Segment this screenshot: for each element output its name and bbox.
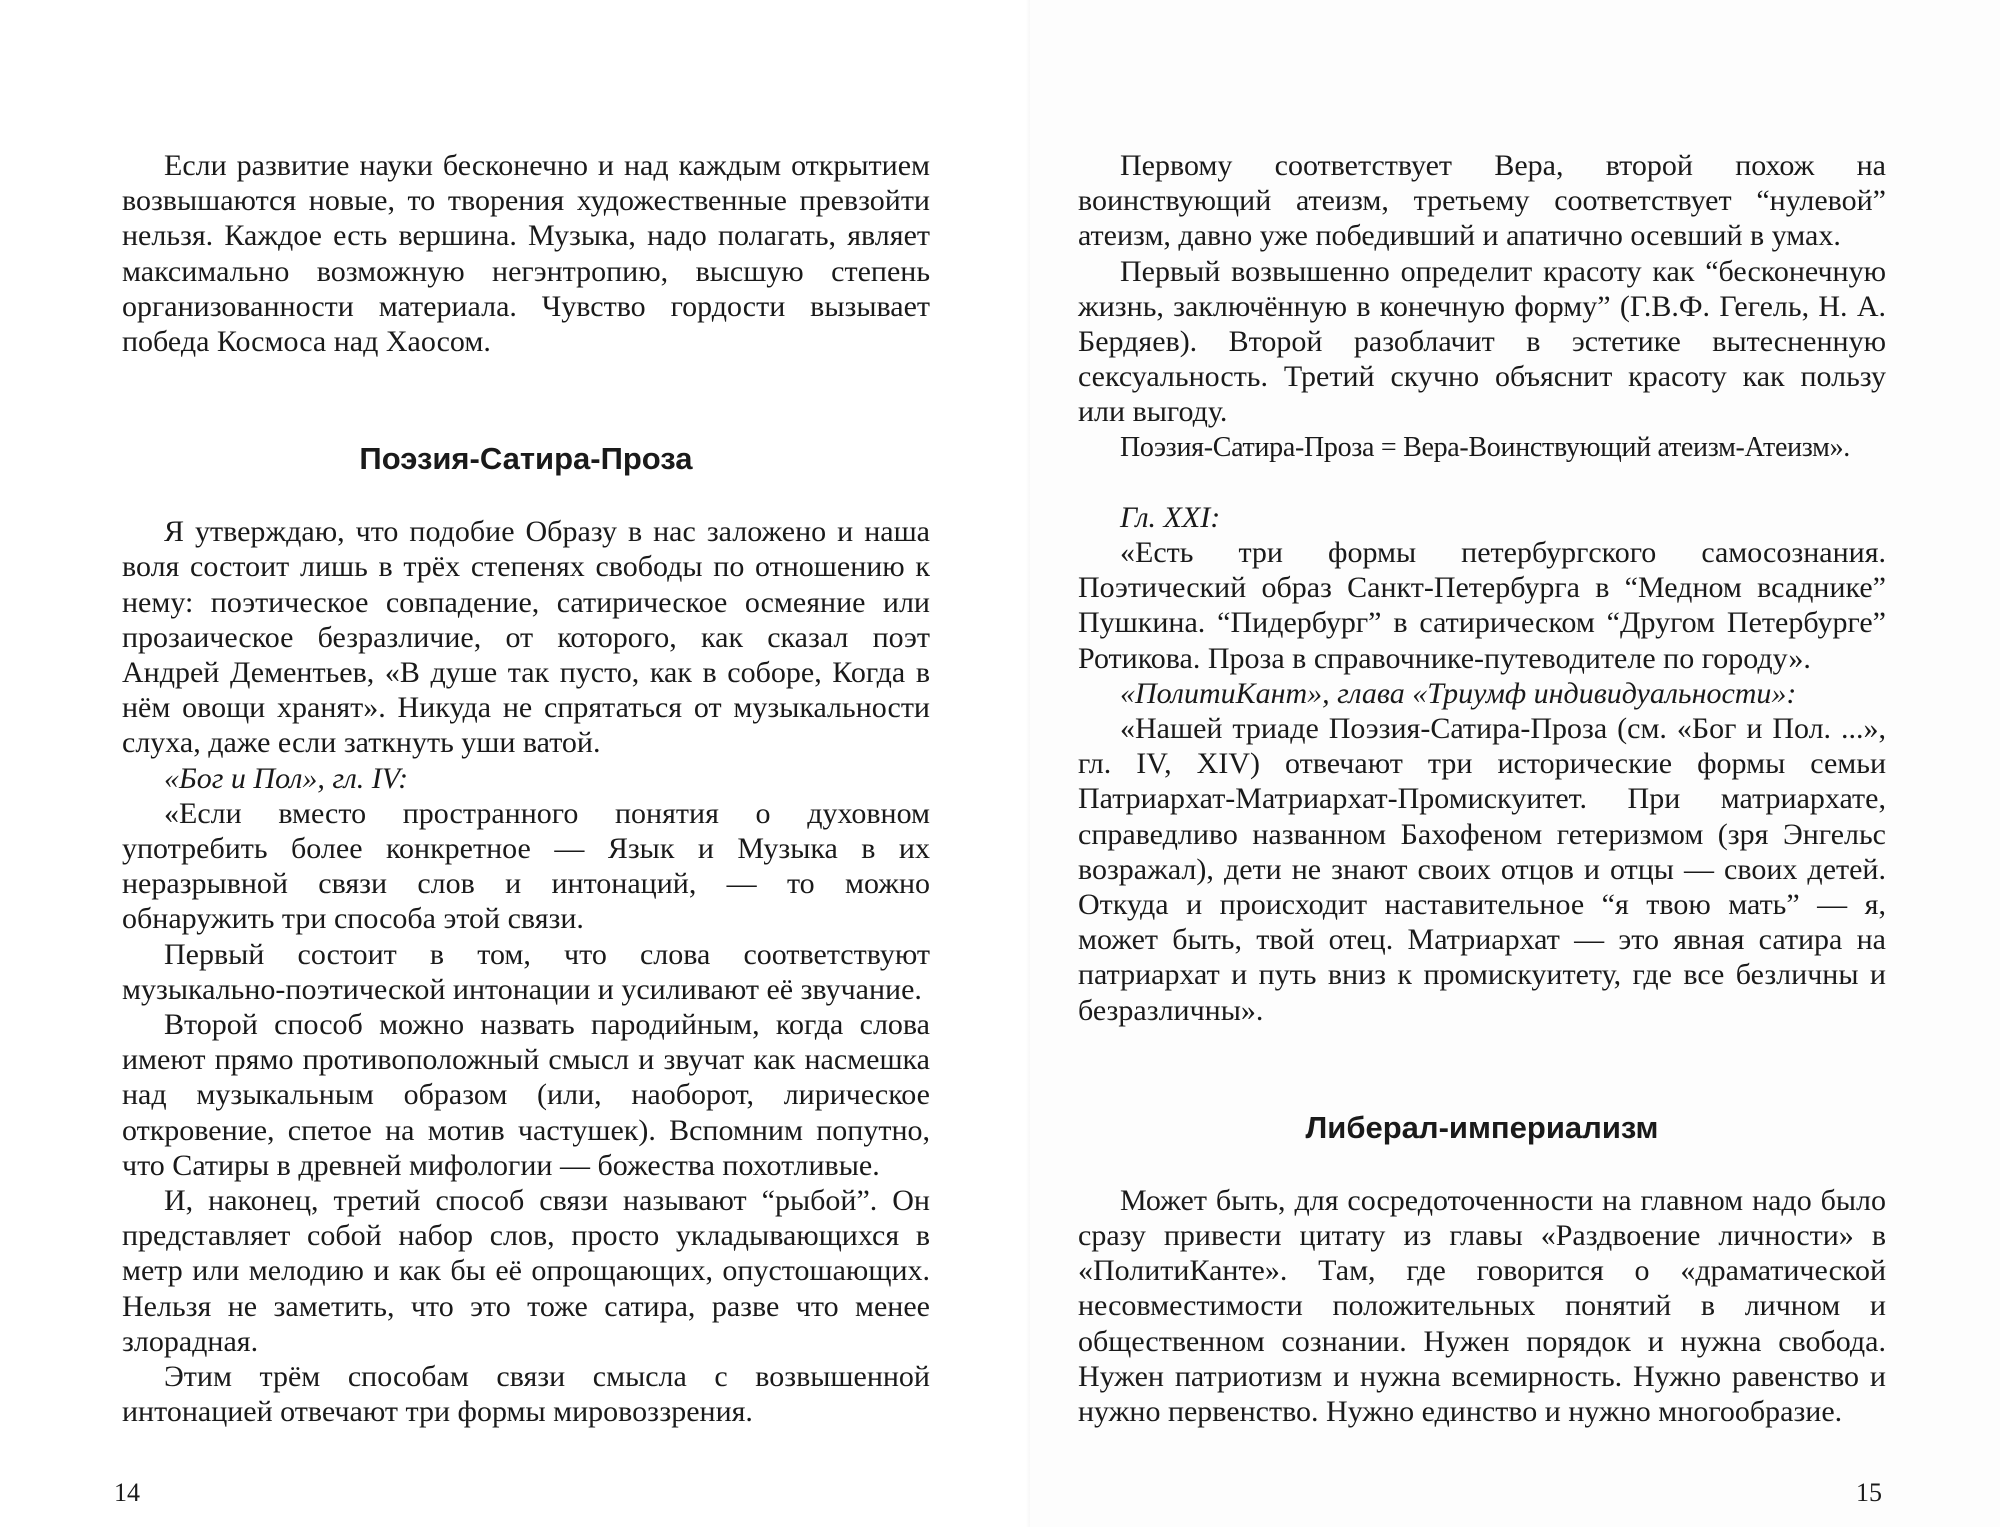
- page-number: 14: [114, 1478, 140, 1507]
- paragraph: Первый возвышенно определит красоту как “бесконечную жизнь, заключённую в конечную форму” (Г.В.Ф. Гегель, Н. А. Бердяев). Второй разоблачит в эстетике вытесненную сексуальность. Третий скучно объяснит красоту как пользу или выгоду.: [1078, 254, 1886, 429]
- paragraph: «Нашей триаде Поэзия-Сатира-Проза (см. «Бог и Пол. ...», гл. IV, XIV) отвечают три исторические формы семьи Патриархат-Матриархат-Промискуитет. При матриархате, справедливо названном Бахофеном гетеризмом (зря Энгельс возражал), дети не знают своих отцов и отцы — своих детей. Откуда и происходит наставительное “я твою мать” — я, может быть, твой отец. Матриархат — это явная сатира на патриархат и путь вниз к промискуитету, где все безличны и безразличны».: [1078, 712, 1886, 1027]
- page-number: 15: [1856, 1478, 1882, 1507]
- citation-label: «ПолитиКант», глава «Триумф индивидуальности»:: [1120, 676, 1797, 710]
- paragraph: Первый состоит в том, что слова соответствуют музыкально-поэтической интонации и усиливают её звучание.: [122, 937, 930, 1006]
- paragraph: Я утверждаю, что подобие Образу в нас заложено и наша воля состоит лишь в трёх степенях свободы по отношению к нему: поэтическое совпадение, сатирическое осмеяние или прозаическое безразличие, от которого, как сказал поэт Андрей Дементьев, «В душе так пусто, как в соборе, Когда в нём овощи хранят». Никуда не спрятаться от музыкальности слуха, даже если заткнуть уши ватой.: [122, 515, 930, 760]
- right-page-text: [1078, 148, 1886, 1429]
- paragraph: «Если вместо пространного понятия о духовном употребить более конкретное — Язык и Музыка в их неразрывной связи слов и интонаций, — то можно обнаружить три способа этой связи.: [122, 796, 930, 936]
- section-heading: Либерал-империализм: [1305, 1109, 1659, 1145]
- paragraph: Первому соответствует Вера, второй похож на воинствующий атеизм, третьему соответствует “нулевой” атеизм, давно уже победивший и апатично осевший в умах.: [1078, 149, 1886, 253]
- paragraph: И, наконец, третий способ связи называют “рыбой”. Он представляет собой набор слов, просто укладывающихся в метр или мелодию и как бы её опрощающих, опустошающих. Нельзя не заметить, что это тоже сатира, разве что менее злорадная.: [122, 1184, 930, 1358]
- right-page: [1030, 0, 2000, 1527]
- paragraph: Второй способ можно назвать пародийным, когда слова имеют прямо противоположный смысл и звучат как насмешка над музыкальным образом (или, наоборот, лирическое откровение, спетое на мотив частушек). Вспомним попутно, что Сатиры в древней мифологии — божества похотливые.: [122, 1008, 930, 1182]
- citation-label: «Бог и Пол», гл. IV:: [164, 761, 409, 795]
- citation-label: Гл. XXI:: [1120, 500, 1221, 534]
- paragraph: «Есть три формы петербургского самосознания. Поэтический образ Санкт-Петербурга в “Медном всаднике” Пушкина. “Пидербург” в сатирическом “Другом Петербурге” Ротикова. Проза в справочнике-путеводителе по городу».: [1078, 536, 1886, 675]
- paragraph: Если развитие науки бесконечно и над каждым открытием возвышаются новые, то творения художественные превзойти нельзя. Каждое есть вершина. Музыка, надо полагать, являет максимально возможную негэнтропию, высшую степень организованности материала. Чувство гордости вызывает победа Космоса над Хаосом.: [122, 149, 930, 359]
- paragraph: Этим трём способам связи смысла с возвышенной интонацией отвечают три формы мировоззрения.: [122, 1360, 930, 1429]
- paragraph: Может быть, для сосредоточенности на главном надо было сразу привести цитату из главы «Раздвоение личности» в «ПолитиКанте». Там, где говорится о «драматической несовместимости положительных понятий в личном и общественном сознании. Нужен порядок и нужна свобода. Нужен патриотизм и нужна всемирность. Нужно равенство и нужно первенство. Нужно единство и нужно многообразие.: [1078, 1183, 1886, 1429]
- formula-line: Поэзия-Сатира-Проза = Вера-Воинствующий атеизм-Атеизм».: [1120, 431, 1850, 463]
- left-page-text: [122, 148, 930, 1430]
- section-heading: Поэзия-Сатира-Проза: [359, 441, 693, 477]
